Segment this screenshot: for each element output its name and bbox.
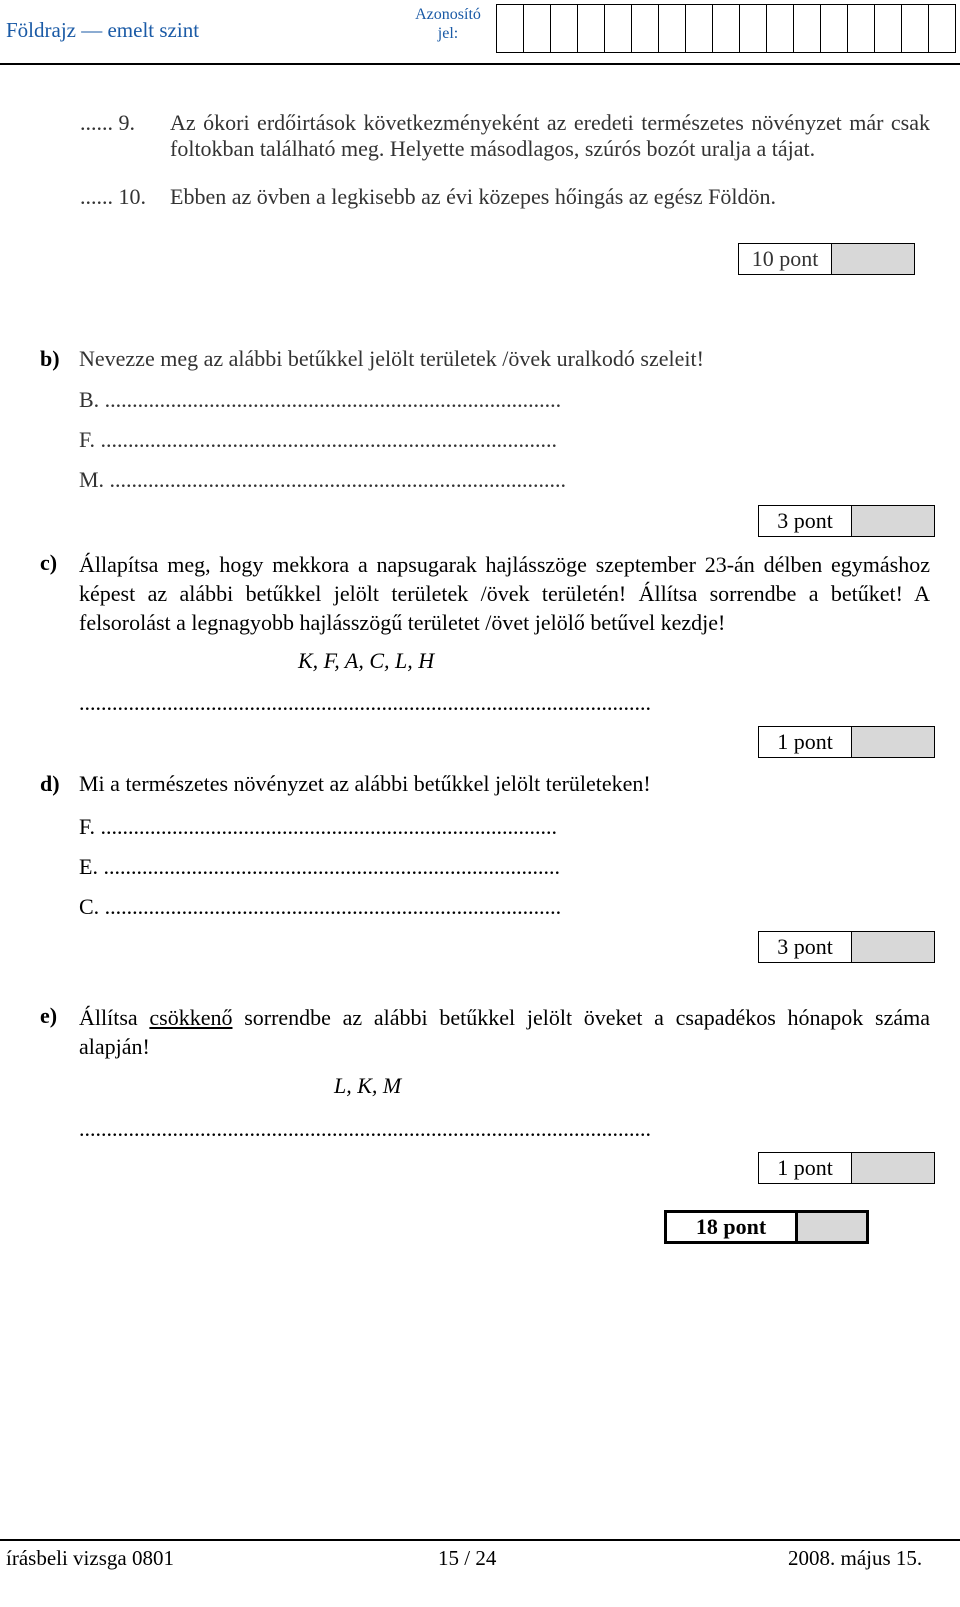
id-box[interactable] <box>631 4 659 53</box>
score-box-total <box>664 1210 869 1244</box>
id-box[interactable] <box>847 4 875 53</box>
score-fill <box>798 1213 866 1241</box>
score-label: 3 pont <box>759 506 852 536</box>
part-e-q-after: sorrendbe az alábbi betűkkel jelölt öveket a csapadékos hónapok száma alapján! <box>79 1005 930 1059</box>
id-box[interactable] <box>496 4 524 53</box>
score-box-e <box>758 1152 935 1184</box>
id-box[interactable] <box>658 4 686 53</box>
part-d-letter: d) <box>40 771 60 796</box>
score-label: 1 pont <box>759 727 852 757</box>
id-box[interactable] <box>928 4 956 53</box>
score-label: 10 pont <box>739 244 832 274</box>
part-b-question: Nevezze meg az alábbi betűkkel jelölt területek /övek uralkodó szeleit! <box>79 346 704 371</box>
id-box[interactable] <box>793 4 821 53</box>
part-c-letter: c) <box>40 550 58 575</box>
id-box[interactable] <box>901 4 929 53</box>
score-fill <box>832 244 914 274</box>
part-e-q-before: Állítsa <box>79 1005 150 1030</box>
part-c-letters: K, F, A, C, L, H <box>298 648 435 673</box>
score-fill <box>852 506 934 536</box>
part-d-line-e[interactable]: E. ................................................................................... <box>79 854 560 879</box>
score-fill <box>852 1153 934 1183</box>
score-box-b <box>758 505 935 537</box>
footer-left: írásbeli vizsga 0801 <box>6 1546 174 1570</box>
id-label: Azonosító jel: <box>415 6 481 42</box>
footer-page: 15 / 24 <box>438 1546 497 1570</box>
score-label: 1 pont <box>759 1153 852 1183</box>
id-box[interactable] <box>874 4 902 53</box>
score-label: 3 pont <box>759 932 852 962</box>
id-box[interactable] <box>523 4 551 53</box>
score-box-a <box>738 243 915 275</box>
id-box[interactable] <box>739 4 767 53</box>
part-c-answer-line[interactable]: ........................................................................................................ <box>79 690 651 715</box>
score-fill <box>852 932 934 962</box>
score-total-label: 18 pont <box>667 1213 798 1241</box>
part-d-line-f[interactable]: F. ................................................................................... <box>79 814 557 839</box>
score-box-c <box>758 726 935 758</box>
id-box[interactable] <box>820 4 848 53</box>
footer-right: 2008. május 15. <box>788 1546 923 1570</box>
id-box[interactable] <box>685 4 713 53</box>
item-10-text: Ebben az övben a legkisebb az évi közepes hőingás az egész Földön. <box>170 184 777 209</box>
id-box[interactable] <box>550 4 578 53</box>
item-10-number: ...... 10. <box>80 184 146 209</box>
part-d-line-c[interactable]: C. ................................................................................... <box>79 894 562 919</box>
part-b-letter: b) <box>40 346 60 371</box>
score-fill <box>852 727 934 757</box>
id-box[interactable] <box>766 4 794 53</box>
id-box[interactable] <box>604 4 632 53</box>
item-9-text: Az ókori erdőirtások következményeként az eredeti természetes növényzet már csak foltokban található meg. Helyette másodlagos, szúrós bozót uralja a tájat. <box>170 110 930 161</box>
footer-rule <box>0 1539 960 1541</box>
part-d-question: Mi a természetes növényzet az alábbi betűkkel jelölt területeken! <box>79 771 651 796</box>
id-box[interactable] <box>712 4 740 53</box>
id-boxes <box>497 4 956 53</box>
header-rule <box>0 63 960 65</box>
item-9-number: ...... 9. <box>80 110 135 135</box>
part-e-letters: L, K, M <box>334 1073 402 1098</box>
part-b-line-m[interactable]: M. ................................................................................... <box>79 467 567 492</box>
part-e-q-underlined: csökkenő <box>149 1005 233 1030</box>
part-e-answer-line[interactable]: ........................................................................................................ <box>79 1116 651 1141</box>
score-box-d <box>758 931 935 963</box>
part-b-line-f[interactable]: F. ................................................................................... <box>79 427 557 452</box>
header-title: Földrajz — emelt szint <box>6 18 200 42</box>
part-b-line-b[interactable]: B. ................................................................................... <box>79 387 562 412</box>
part-e-letter: e) <box>40 1003 58 1028</box>
part-e-question <box>79 1003 930 1061</box>
part-c-question: Állapítsa meg, hogy mekkora a napsugarak hajlásszöge szeptember 23-án délben egymáshoz képest az alábbi betűkkel jelölt területek /övek területén! Állítsa sorrendbe a betűket! A felsorolást a legnagyobb hajlásszögű területet /övet jelölő betűvel kezdje! <box>79 552 930 635</box>
id-box[interactable] <box>577 4 605 53</box>
